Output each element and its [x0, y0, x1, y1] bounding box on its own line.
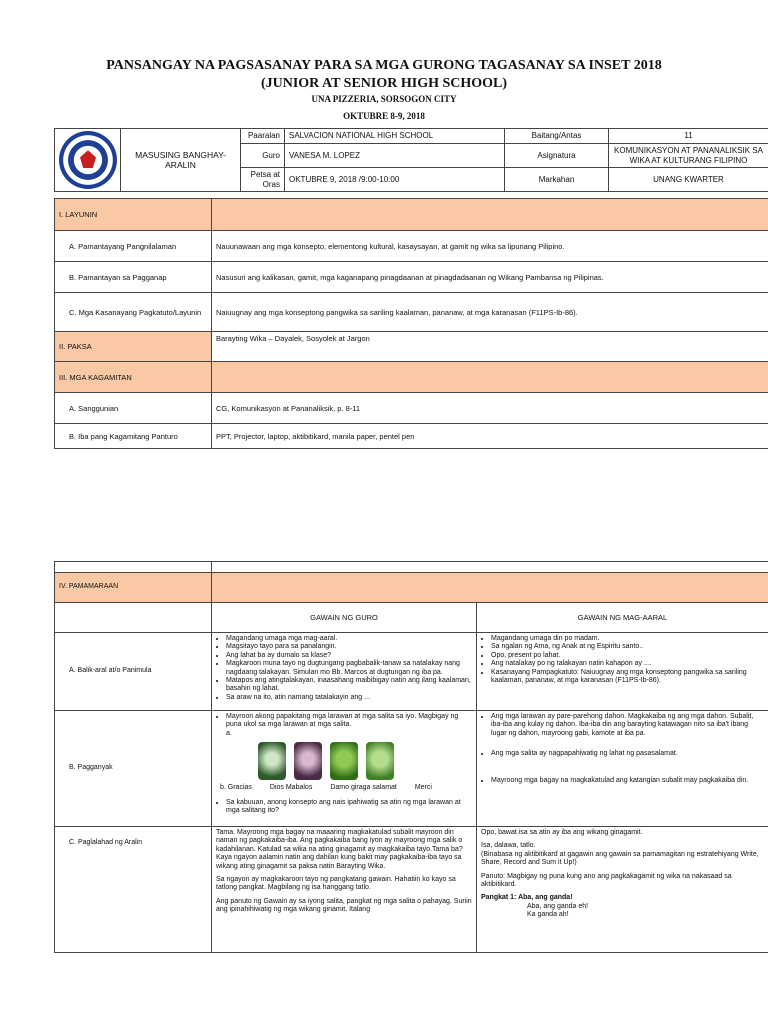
list-item: • Ang lahat ba ay dumalo sa klase? — [226, 652, 472, 660]
pagganyak-guro — [212, 711, 477, 827]
baitang-value: 11 — [609, 129, 768, 144]
deped-seal — [55, 129, 121, 192]
paragraph: Panuto: Magbigay ng puna kung ano ang pagkakagamit ng wika na nakasaad sa aktibitikard. — [481, 872, 732, 888]
leaf-image — [294, 742, 322, 780]
asignatura-value: KOMUNIKASYON AT PANANALIKSIK SA WIKA AT KULTURANG FILIPINO — [609, 144, 768, 168]
list-item: • Ang natalakay po ng talakayan natin kahapon ay .... — [491, 660, 764, 668]
doc-venue: UNA PIZZERIA, SORSOGON CITY — [311, 94, 457, 104]
paragraph: (Binabasa ng aktibitikard at gagawin ang gawain sa pamamagitan ng estratehiyang Write, Share, Record and Sum it Up!) — [481, 850, 759, 867]
word-captions — [220, 784, 472, 792]
markahan-value: UNANG KWARTER — [609, 168, 768, 192]
paksa-heading: II. PAKSA — [55, 332, 212, 362]
lesson-table — [54, 198, 768, 449]
pangkat-line: Ka ganda ah! — [527, 911, 569, 919]
pangkat-line: Aba, ang ganda eh! — [527, 902, 589, 910]
doc-subtitle: (JUNIOR AT SENIOR HIGH SCHOOL) — [260, 76, 508, 91]
paaralan-value: SALVACION NATIONAL HIGH SCHOOL — [285, 129, 505, 144]
kagamitan-b-value: PPT, Projector, laptop, aktibitikard, manila paper, pentel pen — [212, 424, 768, 449]
layunin-c-label: C. Mga Kasanayang Pagkatuto/Layunin — [55, 293, 212, 332]
kagamitan-a-value: CG, Komunikasyon at Pananaliksik, p. 8-11 — [212, 393, 768, 424]
list-item: • Matapos ang atingtalakayan, inaasahang maibibigay natin ang ilang kaalaman, basahin ng lahat. — [226, 677, 472, 694]
paaralan-label: Paaralan — [241, 129, 285, 144]
list-item: • Kasanayang Pampagkatuto: Naiuugnay ang mga konseptong pangwika sa sariling kaalaman, pananaw, at mga karanasan (F11PS-Ib-86). — [491, 669, 764, 686]
list-item: • Mayroon akong papakitang mga larawan at mga salita sa iyo. Magbigay ng puna ukol sa mga larawan at mga salita. — [226, 713, 472, 730]
guro-value: VANESA M. LOPEZ — [285, 144, 505, 168]
procedure-table — [54, 561, 768, 953]
paragraph: Tama. Mayroong mga bagay na maaaring magkakatulad subalit mayroon din naman ng pagkakaiba-iba. Ang pagkakaiba bang iyon ay mayroong mga salik o kadahilanan. Katulad sa wika na ating ginagamit ay magkakaiba tayo.Tama ba? Kaya ngayon aalamin natin ang dahilan kung bakit may pagkakaiba-iba tayo sa wikang ating ginagamit sa paksa natin Barayting Wika. — [216, 829, 463, 870]
col-guro-header: GAWAIN NG GURO — [212, 603, 477, 633]
pangkat-line: Pangkat 1: Aba, ang ganda! — [481, 894, 573, 902]
list-item: • Mayroong mga bagay na magkakatulad ang katangian subalit may pagkakaiba din. — [491, 777, 764, 785]
kagamitan-heading: III. MGA KAGAMITAN — [55, 362, 212, 393]
paragraph: Isa, dalawa, tatlo. — [481, 842, 536, 850]
kagamitan-a-label: A. Sanggunian — [55, 393, 212, 424]
guro-label: Guro — [241, 144, 285, 168]
leaf-images — [258, 742, 472, 780]
list-item: • Ang mga salita ay nagpapahiwatig ng lahat ng pasasalamat. — [491, 750, 764, 758]
petsa-label: Petsa at Oras — [241, 168, 285, 192]
paglalahad-guro — [212, 827, 477, 953]
list-item: • Opo, present po lahat. — [491, 652, 764, 660]
paglalahad-label: C. Paglalahad ng Aralin — [55, 827, 212, 953]
doc-type: MASUSING BANGHAY-ARALIN — [121, 129, 241, 192]
layunin-a-label: A. Pamantayang Pangnilalaman — [55, 231, 212, 262]
layunin-heading: I. LAYUNIN — [55, 199, 212, 231]
leaf-image — [330, 742, 358, 780]
layunin-b-value: Nasusuri ang kalikasan, gamit, mga kaganapang pinagdaanan at pinagdadaanan ng Wikang Pambansa ng Pilipinas. — [212, 262, 768, 293]
caption: Dios Mabalos — [269, 784, 313, 792]
col-magaaral-header: GAWAIN NG MAG-AARAL — [477, 603, 768, 633]
paragraph: Ang panuto ng Gawain ay sa iyong salita, pangkat ng mga salita o pahayag. Suriin ang ipinahihiwatig ng mga wikang ginamit. Italang — [216, 897, 472, 914]
item-a-marker: a. — [226, 729, 232, 737]
layunin-a-value: Nauunawaan ang mga konsepto, elementong kultural, kasaysayan, at gamit ng wika sa lipunang Pilipino. — [212, 231, 768, 262]
caption: Damo giraga salamat — [330, 784, 397, 792]
list-item: • Magandang umaga mga mag-aaral. — [226, 635, 472, 643]
list-item: • Magkaroon muna tayo ng dugtungang pagbabalik-tanaw sa natalakay nang nagdaang talakayan. Simulan mo Bb. Marcos at dugtungan ng iba pa. — [226, 660, 472, 677]
paragraph: Opo, bawat isa sa atin ay iba ang wikang ginagamit. — [481, 829, 643, 836]
pamamaraan-heading: IV. PAMAMARAAN — [55, 573, 212, 603]
leaf-image — [258, 742, 286, 780]
leaf-image — [366, 742, 394, 780]
markahan-label: Markahan — [505, 168, 609, 192]
kagamitan-b-label: B. Iba pang Kagamitang Panturo — [55, 424, 212, 449]
baitang-label: Baitang/Antas — [505, 129, 609, 144]
balik-aral-magaaral — [477, 633, 768, 711]
caption: b. Gracias — [220, 784, 252, 792]
balik-aral-label: A. Balik-aral at/o Panimula — [55, 633, 212, 711]
doc-title: PANSANGAY NA PAGSASANAY PARA SA MGA GURONG TAGASANAY SA INSET 2018 — [106, 58, 662, 73]
pagganyak-label: B. Pagganyak — [55, 711, 212, 827]
list-item: • Magsitayo tayo para sa panalangin. — [226, 643, 472, 651]
paglalahad-magaaral — [477, 827, 768, 953]
paksa-value: Barayting Wika – Dayalek, Sosyolek at Jargon — [212, 332, 768, 362]
layunin-c-value: Naiuugnay ang mga konseptong pangwika sa sariling kaalaman, pananaw, at mga karanasan (F11PS-Ib-86). — [212, 293, 768, 332]
list-item: • Sa kabuuan, anong konsepto ang nais ipahiwatig sa atin ng mga larawan at mga salitang ito? — [226, 799, 472, 816]
asignatura-label: Asignatura — [505, 144, 609, 168]
info-table — [54, 128, 768, 192]
pagganyak-magaaral — [477, 711, 768, 827]
list-item: • Sa ngalan ng Ama, ng Anak at ng Espiritu santo.. — [491, 643, 764, 651]
doc-date: OKTUBRE 8-9, 2018 — [343, 111, 425, 121]
petsa-value: OKTUBRE 9, 2018 /9:00-10:00 — [285, 168, 505, 192]
paragraph: Sa ngayon ay magkakaroon tayo ng pangkatang gawain. Hahatiin ko kayo sa tatlong pangkat. Magbilang ng isa hanggang tatlo. — [216, 875, 456, 892]
list-item: • Sa araw na ito, atin namang tatalakayin ang ... — [226, 694, 472, 702]
list-item: • Ang mga larawan ay pare-parehong dahon. Magkakaiba ng ang mga dahon. Subalit, iba-iba ang kulay ng dahon. Iba-iba din ang barayting katawagan nito sa iba't ibang lugar ng dahon, mayroong gabi, kamote at iba pa. — [491, 713, 764, 738]
balik-aral-guro — [212, 633, 477, 711]
layunin-b-label: B. Pamantayan sa Pagganap — [55, 262, 212, 293]
caption: Merci — [414, 784, 432, 792]
list-item: • Magandang umaga din po madam. — [491, 635, 764, 643]
